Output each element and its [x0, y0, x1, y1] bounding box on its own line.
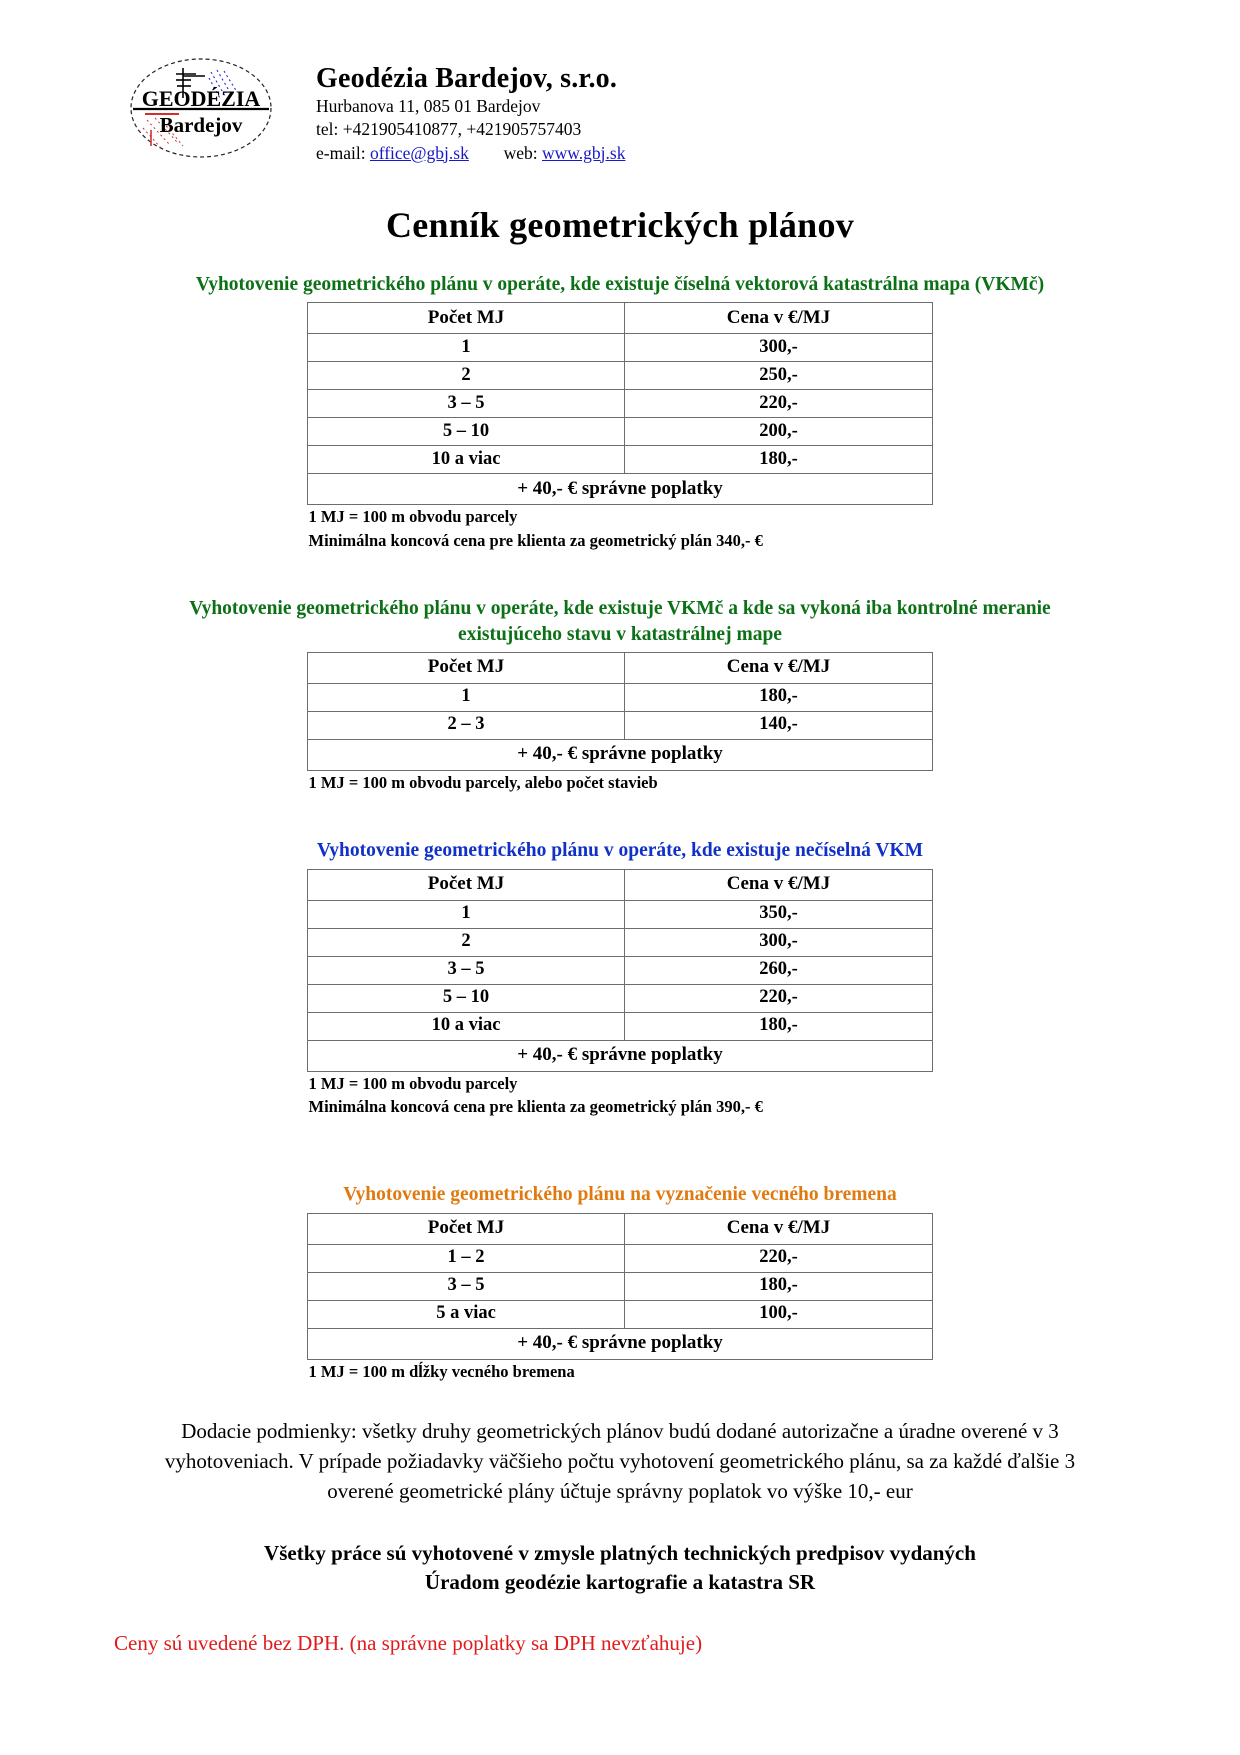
column-header-units: Počet MJ	[308, 1213, 625, 1244]
geodezia-logo-icon	[121, 56, 281, 160]
fee-note: + 40,- € správne poplatky	[308, 1040, 933, 1071]
cell-price: 250,-	[625, 362, 933, 390]
svg-text:GEODÉZIA: GEODÉZIA	[141, 86, 261, 111]
spacer	[96, 246, 1144, 272]
section-notes	[307, 1360, 934, 1383]
price-table	[307, 652, 933, 771]
price-table	[307, 302, 933, 505]
cell-units: 2 – 3	[308, 711, 625, 739]
cell-units: 1 – 2	[308, 1244, 625, 1272]
spacer	[96, 794, 1144, 838]
cell-units: 3 – 5	[308, 390, 625, 418]
fee-note: + 40,- € správne poplatky	[308, 1328, 933, 1359]
spacer	[96, 1162, 1144, 1182]
table-row	[308, 984, 933, 1012]
cell-units: 1	[308, 334, 625, 362]
cell-price: 180,-	[625, 1272, 933, 1300]
section-heading: Vyhotovenie geometrického plánu v operáte, kde existuje VKMč a kde sa vykoná iba kontrolné meranie existujúceho stavu v katastrálnej mape	[189, 598, 1051, 645]
cell-price: 350,-	[625, 900, 933, 928]
cell-price: 180,-	[625, 683, 933, 711]
cell-price: 200,-	[625, 418, 933, 446]
email-label: e-mail:	[316, 142, 366, 163]
column-header-price: Cena v €/MJ	[625, 652, 933, 683]
regulations-line-2: Úradom geodézie kartografie a katastra SR	[424, 1570, 816, 1595]
note-line: 1 MJ = 100 m dĺžky vecného bremena	[308, 1361, 575, 1381]
cell-price: 220,-	[625, 390, 933, 418]
cell-units: 5 – 10	[308, 984, 625, 1012]
cell-price: 180,-	[625, 1012, 933, 1040]
table-header-row	[308, 303, 933, 334]
table-row	[308, 362, 933, 390]
delivery-terms-paragraph: Dodacie podmienky: všetky druhy geometrických plánov budú dodané autorizačne a úradne overené v 3 vyhotoveniach. V prípade požiadavky väčšieho počtu vyhotovení geometrického plánu, sa za každé ďalšie 3 overené geometrické plány účtuje správny poplatok vo výške 10,- eur	[164, 1419, 1076, 1503]
company-address: Hurbanova 11, 085 01 Bardejov	[316, 96, 541, 117]
column-header-units: Počet MJ	[308, 652, 625, 683]
note-line: Minimálna koncová cena pre klienta za geometrický plán 390,- €	[308, 1097, 763, 1117]
column-header-price: Cena v €/MJ	[625, 1213, 933, 1244]
section-vkmc	[96, 272, 1144, 552]
table-row	[308, 446, 933, 474]
section-heading: Vyhotovenie geometrického plánu v operáte, kde existuje číselná vektorová katastrálna mapa (VKMč)	[195, 274, 1045, 295]
cell-units: 10 a viac	[308, 1012, 625, 1040]
cell-price: 220,-	[625, 1244, 933, 1272]
cell-units: 10 a viac	[308, 446, 625, 474]
table-row	[308, 711, 933, 739]
column-header-units: Počet MJ	[308, 303, 625, 334]
note-line: 1 MJ = 100 m obvodu parcely	[308, 1073, 518, 1093]
email-link[interactable]: office@gbj.sk	[369, 142, 469, 163]
table-row	[308, 390, 933, 418]
cell-units: 1	[308, 683, 625, 711]
regulations-line-1: Všetky práce sú vyhotovené v zmysle platných technických predpisov vydaných	[264, 1540, 976, 1565]
section-heading: Vyhotovenie geometrického plánu na vyznačenie vecného bremena	[343, 1184, 897, 1206]
table-row	[308, 418, 933, 446]
column-header-price: Cena v €/MJ	[625, 303, 933, 334]
section-notes	[307, 771, 934, 794]
company-logo	[96, 52, 306, 160]
section-notes	[307, 1072, 934, 1119]
page-title: Cenník geometrických plánov	[385, 205, 855, 245]
column-header-price: Cena v €/MJ	[625, 869, 933, 900]
table-header-row	[308, 869, 933, 900]
table-row	[308, 1300, 933, 1328]
company-phone: tel: +421905410877, +421905757403	[316, 119, 582, 140]
table-row	[308, 1272, 933, 1300]
section-vkmc-control-measurement	[96, 596, 1144, 794]
cell-units: 1	[308, 900, 625, 928]
cell-units: 3 – 5	[308, 956, 625, 984]
company-name: Geodézia Bardejov, s.r.o.	[316, 63, 618, 94]
cell-price: 300,-	[625, 928, 933, 956]
note-line: 1 MJ = 100 m obvodu parcely	[308, 507, 518, 527]
vat-note: Ceny sú uvedené bez DPH. (na správne poplatky sa DPH nevzťahuje)	[114, 1631, 703, 1656]
note-line: Minimálna koncová cena pre klienta za geometrický plán 340,- €	[308, 530, 763, 550]
section-easement	[96, 1182, 1144, 1383]
table-row	[308, 956, 933, 984]
spacer	[96, 1118, 1144, 1162]
section-notes	[307, 505, 934, 552]
cell-price: 180,-	[625, 446, 933, 474]
note-line: 1 MJ = 100 m obvodu parcely, alebo počet stavieb	[308, 772, 658, 792]
spacer	[96, 552, 1144, 596]
regulations-block	[96, 1539, 1144, 1598]
table-row	[308, 900, 933, 928]
section-heading: Vyhotovenie geometrického plánu v operáte, kde existuje nečíselná VKM	[316, 840, 924, 862]
column-header-units: Počet MJ	[308, 869, 625, 900]
web-label: web:	[503, 142, 538, 163]
svg-text:Bardejov: Bardejov	[159, 113, 243, 137]
cell-price: 220,-	[625, 984, 933, 1012]
section-nonnumeric-vkm	[96, 838, 1144, 1118]
table-fee-row	[308, 1328, 933, 1359]
company-contact-line	[316, 142, 1144, 165]
table-header-row	[308, 652, 933, 683]
table-fee-row	[308, 474, 933, 505]
price-table	[307, 1213, 933, 1360]
table-row	[308, 928, 933, 956]
cell-price: 300,-	[625, 334, 933, 362]
cell-units: 5 a viac	[308, 1300, 625, 1328]
cell-units: 5 – 10	[308, 418, 625, 446]
table-row	[308, 1012, 933, 1040]
cell-units: 2	[308, 928, 625, 956]
table-fee-row	[308, 739, 933, 770]
cell-units: 3 – 5	[308, 1272, 625, 1300]
table-row	[308, 683, 933, 711]
company-details	[306, 52, 1144, 165]
cell-price: 140,-	[625, 711, 933, 739]
table-row	[308, 1244, 933, 1272]
fee-note: + 40,- € správne poplatky	[308, 474, 933, 505]
table-header-row	[308, 1213, 933, 1244]
table-row	[308, 334, 933, 362]
cell-price: 100,-	[625, 1300, 933, 1328]
website-link[interactable]: www.gbj.sk	[542, 142, 626, 163]
price-table	[307, 869, 933, 1072]
cell-price: 260,-	[625, 956, 933, 984]
table-fee-row	[308, 1040, 933, 1071]
fee-note: + 40,- € správne poplatky	[308, 739, 933, 770]
cell-units: 2	[308, 362, 625, 390]
document-header	[96, 52, 1144, 170]
